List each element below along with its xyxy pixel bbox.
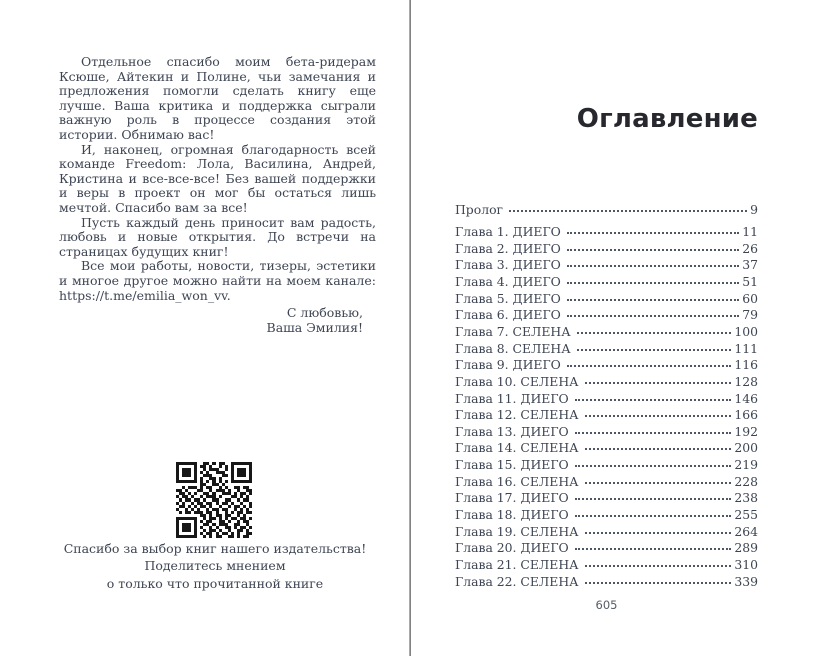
- toc-entry-label: Глава 4. ДИЕГО: [455, 274, 561, 290]
- toc-entry-label: Глава 8. СЕЛЕНА: [455, 340, 571, 356]
- toc-title: Оглавление: [576, 104, 758, 134]
- toc-dot-leader: [567, 365, 732, 367]
- toc-entry-page: 9: [750, 202, 758, 217]
- toc-entry-label: Глава 2. ДИЕГО: [455, 240, 561, 256]
- toc-entry-label: Глава 15. ДИЕГО: [455, 457, 569, 473]
- acknowledgments-text: [59, 55, 376, 335]
- toc-entry-label: Пролог: [455, 202, 504, 217]
- toc-entry-label: Глава 7. СЕЛЕНА: [455, 323, 571, 339]
- toc-entry-page: 310: [734, 556, 758, 572]
- toc-entry-page: 255: [734, 507, 758, 523]
- toc-entry-page: 37: [742, 257, 758, 273]
- toc-entry: [455, 558, 758, 575]
- toc-entry-page: 289: [734, 540, 758, 556]
- toc-entry-page: 60: [742, 290, 758, 306]
- toc-entry-page: 228: [734, 473, 758, 489]
- toc-entry: [455, 392, 758, 409]
- qr-code: [176, 462, 252, 538]
- toc-entry-label: Глава 13. ДИЕГО: [455, 423, 569, 439]
- toc-entry: [455, 508, 758, 525]
- toc-entry: [455, 342, 758, 359]
- toc-dot-leader: [567, 282, 739, 284]
- toc-entry-label: Глава 18. ДИЕГО: [455, 507, 569, 523]
- toc-entry-page: 79: [742, 307, 758, 323]
- signature-line: Ваша Эмилия!: [266, 320, 363, 336]
- toc-entry-label: Глава 10. СЕЛЕНА: [455, 373, 579, 389]
- toc-entry: [455, 475, 758, 492]
- toc-entry-page: 192: [734, 423, 758, 439]
- toc-entry-label: Глава 17. ДИЕГО: [455, 490, 569, 506]
- toc-entry-page: 51: [742, 274, 758, 290]
- toc-entry-label: Глава 11. ДИЕГО: [455, 390, 569, 406]
- toc-entry: [455, 242, 758, 259]
- toc-dot-leader: [567, 299, 739, 301]
- toc-entry: [455, 308, 758, 325]
- page-number: 605: [595, 598, 618, 612]
- toc-dot-leader: [575, 432, 732, 434]
- publisher-note-line: о только что прочитанной книге: [106, 575, 324, 591]
- toc-entry: [455, 408, 758, 425]
- toc-dot-leader: [567, 232, 739, 234]
- page-right: [411, 0, 820, 659]
- toc-entry: [455, 292, 758, 309]
- toc-entry-page: 219: [734, 457, 758, 473]
- acknowledgment-paragraph: И, наконец, огромная благодарность всей команде Freedom: Лола, Василина, Андрей, Кристина и все-все-все! Без вашей поддержки и веры в проект он мог бы остаться лишь мечтой. Спасибо вам за все!: [59, 141, 376, 215]
- toc-entry: [455, 203, 758, 220]
- toc-dot-leader: [575, 515, 732, 517]
- toc-dot-leader: [575, 548, 732, 550]
- acknowledgment-paragraph: Отдельное спасибо моим бета-ридерам Ксюше, Айтекин и Полине, чьи замечания и предложения помогли сделать книгу еще лучше. Ваша критика и поддержка сыграли важную роль в процессе создания этой истории. Обнимаю вас!: [59, 54, 376, 142]
- toc-entry: [455, 358, 758, 375]
- toc-dot-leader: [575, 465, 732, 467]
- toc-entry-page: 116: [734, 357, 758, 373]
- page-left: [0, 0, 409, 659]
- acknowledgment-paragraph: Все мои работы, новости, тизеры, эстетики и многое другое можно найти на моем канале: https://t.me/emilia_won_vv.: [59, 258, 376, 303]
- toc-entry-label: Глава 20. ДИЕГО: [455, 540, 569, 556]
- toc-dot-leader: [585, 582, 732, 584]
- toc-entry-page: 26: [742, 240, 758, 256]
- toc-entry: [455, 275, 758, 292]
- toc-dot-leader: [585, 532, 732, 534]
- toc-entry-page: 11: [742, 224, 758, 240]
- toc-entry-label: Глава 14. СЕЛЕНА: [455, 440, 579, 456]
- toc-entry-label: Глава 21. СЕЛЕНА: [455, 556, 579, 572]
- toc-entry-page: 238: [734, 490, 758, 506]
- toc-entry-label: Глава 19. СЕЛЕНА: [455, 523, 579, 539]
- toc-dot-leader: [575, 399, 732, 401]
- toc-entry: [455, 491, 758, 508]
- toc-entry: [455, 325, 758, 342]
- toc-entry-page: 339: [734, 573, 758, 589]
- toc-entry-page: 200: [734, 440, 758, 456]
- toc-dot-leader: [577, 332, 732, 334]
- toc-entry-page: 111: [734, 340, 758, 356]
- toc-entry-page: 166: [734, 407, 758, 423]
- toc-entry-page: 128: [734, 373, 758, 389]
- toc-dot-leader: [585, 482, 732, 484]
- publisher-note-line: Спасибо за выбор книг нашего издательства!: [63, 541, 367, 556]
- toc-list: [455, 203, 758, 591]
- toc-dot-leader: [575, 498, 732, 500]
- toc-dot-leader: [585, 382, 732, 384]
- toc-entry-label: Глава 12. СЕЛЕНА: [455, 407, 579, 423]
- signature-line: С любовью,: [286, 305, 363, 321]
- publisher-note-line: Поделитесь мнением: [144, 558, 286, 574]
- toc-entry-label: Глава 9. ДИЕГО: [455, 357, 561, 373]
- toc-entry-page: 146: [734, 390, 758, 406]
- toc-dot-leader: [567, 265, 739, 267]
- toc-entry: [455, 375, 758, 392]
- toc-entry: [455, 541, 758, 558]
- toc-dot-leader: [567, 249, 739, 251]
- toc-entry-label: Глава 6. ДИЕГО: [455, 307, 561, 323]
- publisher-note: [19, 540, 411, 592]
- toc-entry: [455, 525, 758, 542]
- toc-entry-label: Глава 1. ДИЕГО: [455, 224, 561, 240]
- author-signature: [59, 305, 376, 335]
- toc-entry: [455, 575, 758, 592]
- toc-dot-leader: [585, 565, 732, 567]
- toc-dot-leader: [509, 210, 747, 212]
- toc-entry-label: Глава 22. СЕЛЕНА: [455, 573, 579, 589]
- toc-dot-leader: [585, 415, 732, 417]
- toc-entry-label: Глава 16. СЕЛЕНА: [455, 473, 579, 489]
- toc-dot-leader: [585, 448, 732, 450]
- acknowledgment-paragraph: Пусть каждый день приносит вам радость, любовь и новые открытия. До встречи на страницах будущих книг!: [59, 214, 376, 259]
- toc-entry-page: 264: [734, 523, 758, 539]
- toc-entry: [455, 225, 758, 242]
- toc-entry: [455, 258, 758, 275]
- toc-entry-label: Глава 5. ДИЕГО: [455, 290, 561, 306]
- toc-dot-leader: [577, 349, 732, 351]
- toc-entry: [455, 458, 758, 475]
- toc-entry: [455, 441, 758, 458]
- toc-dot-leader: [567, 315, 739, 317]
- toc-entry-page: 100: [734, 323, 758, 339]
- toc-entry-label: Глава 3. ДИЕГО: [455, 257, 561, 273]
- toc-entry: [455, 425, 758, 442]
